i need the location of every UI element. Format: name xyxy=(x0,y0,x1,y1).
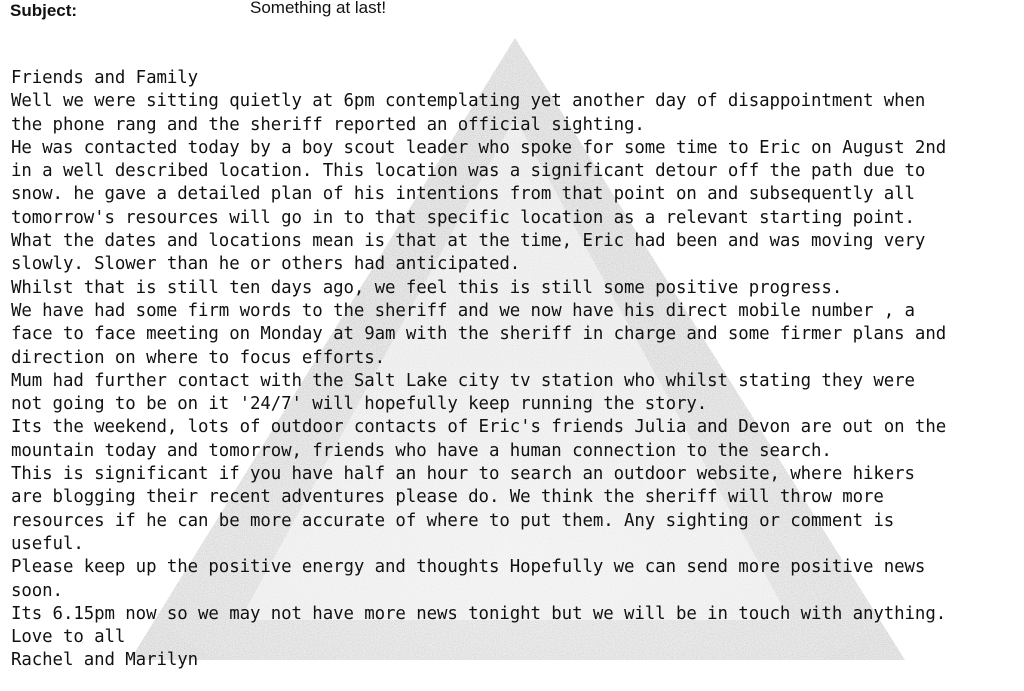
body-line: He was contacted today by a boy scout leader who spoke for some time to Eric on August 2nd xyxy=(11,137,947,158)
body-line: the phone rang and the sheriff reported an official sighting. xyxy=(11,114,645,135)
body-line: face to face meeting on Monday at 9am with the sheriff in charge and some firmer plans and xyxy=(11,324,947,345)
body-line: direction on where to focus efforts. xyxy=(11,347,386,368)
body-line: We have had some firm words to the sheriff and we now have his direct mobile number , a xyxy=(11,300,915,321)
body-line: not going to be on it '24/7' will hopefully keep running the story. xyxy=(11,394,708,415)
body-line: What the dates and locations mean is that at the time, Eric had been and was moving very xyxy=(11,231,926,252)
body-line: Its 6.15pm now so we may not have more news tonight but we will be in touch with anything. xyxy=(11,603,947,624)
body-line: Please keep up the positive energy and thoughts Hopefully we can send more positive news xyxy=(11,557,926,578)
body-line: soon. xyxy=(11,580,63,601)
subject-value: Something at last! xyxy=(250,0,387,17)
body-line: Friends and Family xyxy=(11,68,199,88)
letter-body xyxy=(11,67,1019,673)
subject-label: Subject: xyxy=(10,1,78,20)
body-line: This is significant if you have half an hour to search an outdoor website, where hikers xyxy=(11,464,915,485)
body-line: Rachel and Marilyn xyxy=(11,650,199,671)
body-line: slowly. Slower than he or others had anticipated. xyxy=(11,254,521,275)
body-line: Well we were sitting quietly at 6pm contemplating yet another day of disappointment when xyxy=(11,91,926,112)
body-line: are blogging their recent adventures please do. We think the sheriff will throw more xyxy=(11,487,884,508)
body-line: Its the weekend, lots of outdoor contacts of Eric's friends Julia and Devon are out on the xyxy=(11,417,947,438)
body-line: tomorrow's resources will go in to that specific location as a relevant starting point. xyxy=(11,207,915,228)
body-line: in a well described location. This location was a significant detour off the path due to xyxy=(11,161,926,182)
body-line: useful. xyxy=(11,533,84,554)
body-line: resources if he can be more accurate of where to put them. Any sighting or comment is xyxy=(11,510,895,531)
body-line: Whilst that is still ten days ago, we feel this is still some positive progress. xyxy=(11,277,843,298)
body-line: Love to all xyxy=(11,627,126,648)
body-line: Mum had further contact with the Salt Lake city tv station who whilst stating they were xyxy=(11,370,915,391)
body-line: mountain today and tomorrow, friends who have a human connection to the search. xyxy=(11,440,832,461)
body-line: snow. he gave a detailed plan of his intentions from that point on and subsequently all xyxy=(11,184,915,205)
